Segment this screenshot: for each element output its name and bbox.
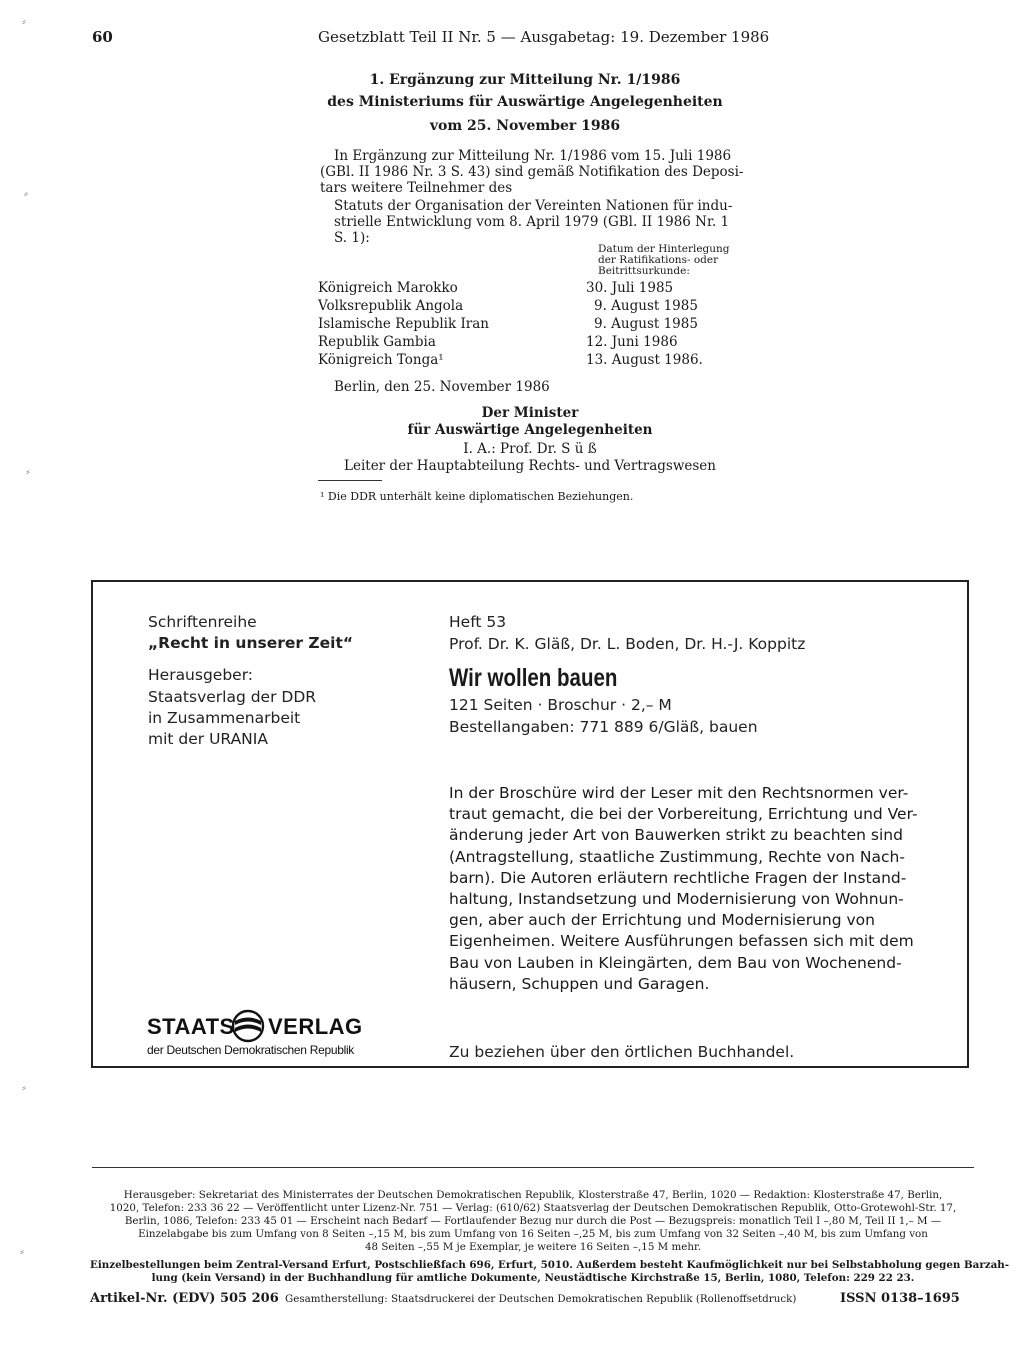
description-line: In der Broschüre wird der Leser mit den Rechtsnormen ver- xyxy=(449,784,909,802)
description-line: Eigenheimen. Weitere Ausführungen befassen sich mit dem xyxy=(449,932,914,951)
publisher-line-1: Herausgeber: xyxy=(148,666,254,684)
signature-title: Der Minister xyxy=(481,405,579,421)
party-date: 30. Juli 1985 xyxy=(586,280,674,296)
publisher-line-2: Staatsverlag der DDR xyxy=(148,688,317,706)
description-line: haltung, Instandsetzung und Modernisierung von Wohnun- xyxy=(449,890,904,909)
notice-title-line-2: des Ministeriums für Auswärtige Angelegenheiten xyxy=(327,94,723,110)
imprint-rule xyxy=(92,1167,974,1168)
footnote: ¹ Die DDR unterhält keine diplomatischen Beziehungen. xyxy=(320,490,634,503)
place-date: Berlin, den 25. November 1986 xyxy=(334,379,550,395)
party-country: Königreich Marokko xyxy=(318,280,458,296)
intro-line-3: tars weitere Teilnehmer des xyxy=(320,180,513,196)
party-country: Islamische Republik Iran xyxy=(318,316,489,332)
logo-word-left: STAATS xyxy=(147,1014,235,1039)
signature-name: I. A.: Prof. Dr. S ü ß xyxy=(463,441,597,457)
scan-mark: ⸗ xyxy=(26,464,30,478)
party-date: 9. August 1985 xyxy=(594,316,698,332)
list-item xyxy=(318,280,718,298)
description-line: (Antragstellung, staatliche Zustimmung, Rechte von Nach- xyxy=(449,847,905,866)
description-line: änderung jeder Art von Bauwerken strikt zu beachten sind xyxy=(449,826,903,845)
publisher-line-4: mit der URANIA xyxy=(148,730,268,748)
signature-ministry: für Auswärtige Angelegenheiten xyxy=(407,422,653,438)
imprint-line-3: Berlin, 1086, Telefon: 233 45 01 — Erscheint nach Bedarf — Fortlaufender Bezug nur durch die Post — Bezugspreis: monatlich Teil I –,80 M, Teil II 1,– M — xyxy=(124,1215,942,1227)
description-line: gen, aber auch der Errichtung und Modernisierung von xyxy=(449,911,875,930)
list-item xyxy=(318,334,718,352)
publisher-line-3: in Zusammenarbeit xyxy=(148,709,301,727)
statute-line-3: S. 1): xyxy=(334,230,370,246)
list-item xyxy=(318,352,718,370)
statute-line-2: strielle Entwicklung vom 8. April 1979 (GBl. II 1986 Nr. 1 xyxy=(334,214,730,230)
series-label: Schriftenreihe xyxy=(148,613,257,631)
party-date: 12. Juni 1986 xyxy=(586,334,678,350)
party-country: Volksrepublik Angola xyxy=(318,298,464,314)
scan-mark: ⸗ xyxy=(20,1244,24,1258)
statute-line-1: Statuts der Organisation der Vereinten Nationen für indu- xyxy=(334,198,733,214)
description-line: traut gemacht, die bei der Vorbereitung, Errichtung und Ver- xyxy=(449,805,918,824)
column-header-line-3: Beitrittsurkunde: xyxy=(598,265,690,277)
logo-subtitle: der Deutschen Demokratischen Republik xyxy=(147,1043,355,1057)
imprint-line-1: Herausgeber: Sekretariat des Ministerrates der Deutschen Demokratischen Republik, Klosterstraße 47, Berlin, 1020 — Redaktion: Klosterstraße 47, Berlin, xyxy=(123,1189,943,1201)
authors: Prof. Dr. K. Gläß, Dr. L. Boden, Dr. H.-J. Koppitz xyxy=(449,635,806,653)
signature-role: Leiter der Hauptabteilung Rechts- und Vertragswesen xyxy=(344,458,716,474)
imprint-line-5: 48 Seiten –,55 M je Exemplar, je weitere 16 Seiten –,15 M mehr. xyxy=(364,1241,702,1253)
footnote-rule xyxy=(318,480,382,481)
party-country: Republik Gambia xyxy=(318,334,436,350)
party-country: Königreich Tonga¹ xyxy=(318,352,444,368)
imprint-line-4: Einzelabgabe bis zum Umfang von 8 Seiten –,15 M, bis zum Umfang von 16 Seiten –,25 M, bis zum Umfang von 32 Seiten –,40 M, bis zum Umfang von xyxy=(138,1228,928,1240)
list-item xyxy=(318,316,718,334)
scan-mark: ⸗ xyxy=(22,1080,26,1094)
series-title: „Recht in unserer Zeit“ xyxy=(148,634,354,652)
description-line: barn). Die Autoren erläutern rechtliche Fragen der Instand- xyxy=(449,868,907,887)
list-item xyxy=(318,298,718,316)
order-info: Bestellangaben: 771 889 6/Gläß, bauen xyxy=(449,718,758,736)
logo-word-right: VERLAG xyxy=(268,1014,363,1039)
running-title: Gesetzblatt Teil II Nr. 5 — Ausgabetag: 19. Dezember 1986 xyxy=(318,28,770,46)
intro-line-2: (GBl. II 1986 Nr. 3 S. 43) sind gemäß Notifikation des Deposi- xyxy=(320,164,744,180)
parties-list xyxy=(318,280,718,370)
description-line: häusern, Schuppen und Garagen. xyxy=(449,974,710,993)
issn: ISSN 0138–1695 xyxy=(840,1291,960,1306)
column-header-line-1: Datum der Hinterlegung xyxy=(598,243,730,255)
availability-note: Zu beziehen über den örtlichen Buchhandel. xyxy=(449,1043,795,1061)
publisher-logo xyxy=(147,1008,377,1063)
article-number: Artikel-Nr. (EDV) 505 206 xyxy=(90,1291,279,1306)
column-header-line-2: der Ratifikations- oder xyxy=(598,254,719,266)
scan-mark: ⸗ xyxy=(22,14,26,28)
book-description xyxy=(449,783,918,995)
description-line: Bau von Lauben in Kleingärten, dem Bau von Wochenend- xyxy=(449,953,902,972)
party-date: 13. August 1986. xyxy=(586,352,703,368)
book-details: 121 Seiten · Broschur · 2,– M xyxy=(449,696,672,714)
imprint-bold-line-2: lung (kein Versand) in der Buchhandlung für amtliche Dokumente, Neustädtische Kirchstraße 15, Berlin, 1080, Telefon: 229 22 23. xyxy=(151,1272,915,1284)
notice-title-line-3: vom 25. November 1986 xyxy=(429,118,621,134)
notice-title-line-1: 1. Ergänzung zur Mitteilung Nr. 1/1986 xyxy=(369,72,681,88)
issue-number: Heft 53 xyxy=(449,613,507,631)
intro-line-1: In Ergänzung zur Mitteilung Nr. 1/1986 vom 15. Juli 1986 xyxy=(334,148,732,164)
book-title: Wir wollen bauen xyxy=(449,664,618,692)
scan-mark: ⸗ xyxy=(24,186,28,200)
page-number: 60 xyxy=(92,28,113,46)
printer-info: Gesamtherstellung: Staatsdruckerei der Deutschen Demokratischen Republik (Rollenoffsetdruck) xyxy=(285,1293,797,1305)
imprint-bold-line-1: Einzelbestellungen beim Zentral-Versand Erfurt, Postschließfach 696, Erfurt, 5010. Außerdem besteht Kaufmöglichkeit nur bei Selbstabholung gegen Barzah- xyxy=(90,1259,1010,1271)
imprint-line-2: 1020, Telefon: 233 36 22 — Veröffentlicht unter Lizenz-Nr. 751 — Verlag: (610/62) Staatsverlag der Deutschen Demokratischen Republik, Otto-Grotewohl-Str. 17, xyxy=(109,1202,957,1214)
party-date: 9. August 1985 xyxy=(594,298,698,314)
logo-emblem-icon xyxy=(230,1008,266,1044)
